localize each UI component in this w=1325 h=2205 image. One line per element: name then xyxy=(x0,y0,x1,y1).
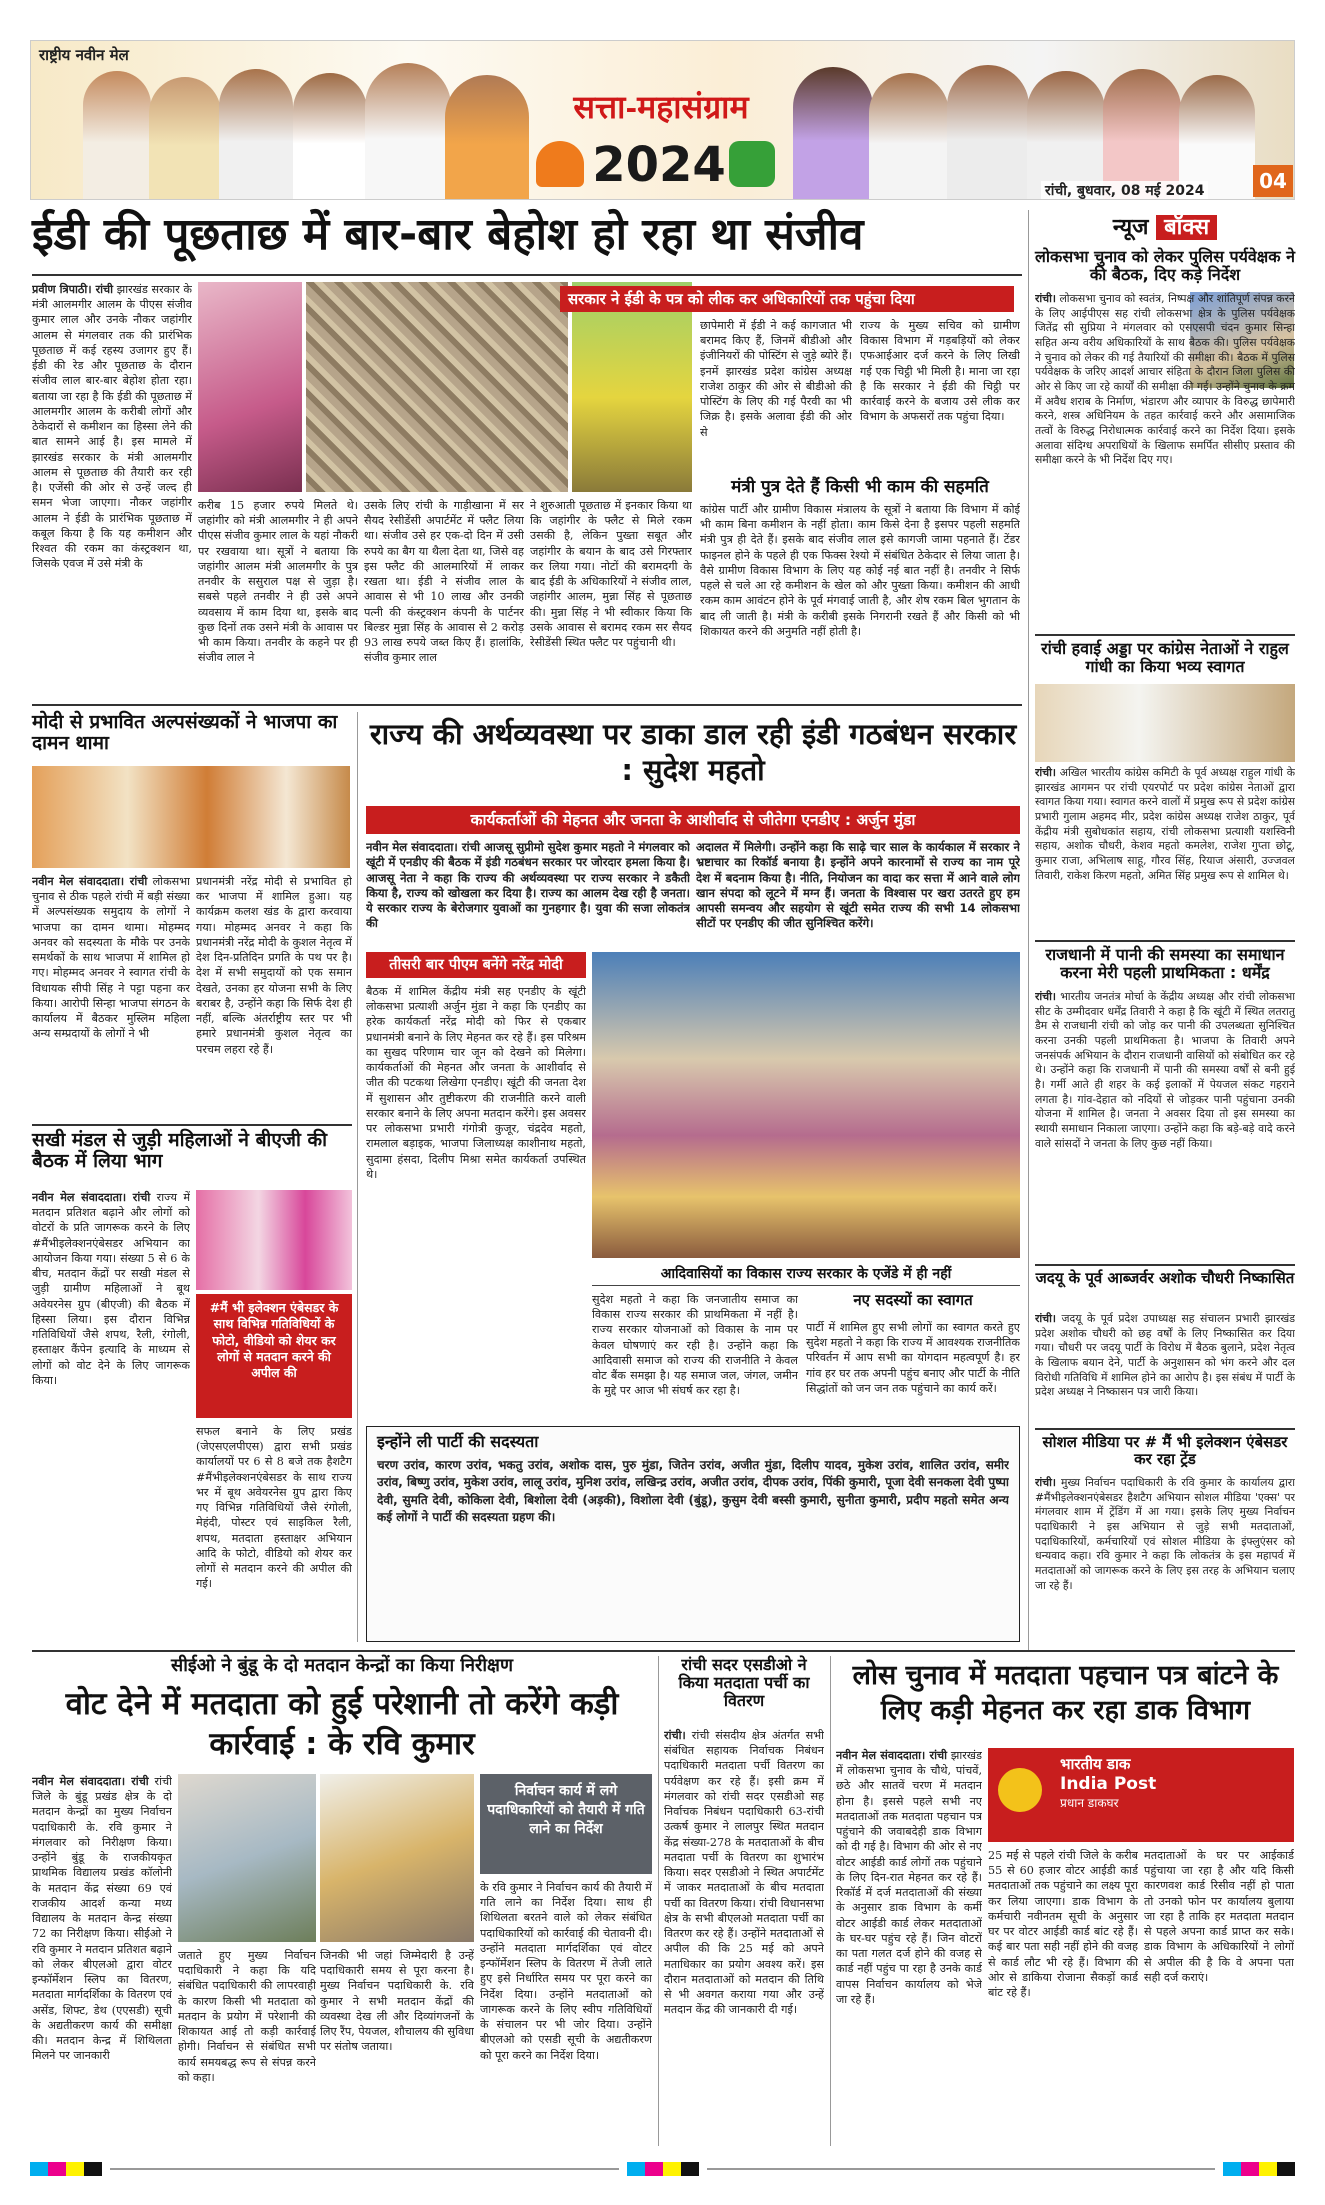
newsbox-s2-photo xyxy=(1035,684,1295,762)
lead-col-5: छापेमारी में ईडी ने कई कागजात भी बरामद किए हैं, जिनमें बीडीओ और इंजीनियरों की पोस्टिंग से जुड़े ब्योरे हैं। इनमें झारखंड प्रदेश कांग्रेस अध्यक्ष राजेश ठाकुर की ओर से बीडीओ की पोस्टिंग के लिए की गई पैरवी का भी जिक्र है। इसके अलावा ईडी की ओर से xyxy=(700,319,852,439)
side1-head: मोदी से प्रभावित अल्पसंख्यकों ने भाजपा का दामन थामा xyxy=(32,711,338,755)
banner-year: 2024 xyxy=(592,137,726,193)
reg-mark xyxy=(48,2162,66,2176)
post-sign-english: India Post xyxy=(1060,1774,1157,1794)
lead-photo-cash xyxy=(306,282,568,492)
lead-col-6: राज्य के मुख्य सचिव को ग्रामीण विकास विभाग में गड़बड़ियों को लेकर एफआईआर दर्ज करने के लिए लिखी गई एक चिट्ठी भी मिली है। माना जा रहा है कि सरकार ने ईडी की चिट्ठी पर कार्रवाई करने के बजाय उसे लीक कर विभाग के अफसरों तक पहुंचा दिया। xyxy=(860,319,1020,424)
reg-mark xyxy=(1223,2162,1241,2176)
center-photo xyxy=(592,952,1020,1258)
newsbox-s4-head: जदयू के पूर्व आब्जर्वर अशोक चौधरी निष्कासित xyxy=(1035,1269,1295,1287)
side1-col-1: नवीन मेल संवाददाता। रांची लोकसभा चुनाव से ठीक पहले रांची में बड़ी संख्या में अल्पसंख्यक समुदाय के लोगों ने भाजपा का दामन थामा। मोहम्मद अनवर को सदस्यता के मौके पर उनके समर्थकों के साथ भाजपा में शामिल हो गए। मोहम्मद अनवर ने स्वागत रांची के विधायक सीपी सिंह ने पट्टा पहना कर किया। आरोपी सिन्हा भाजपा संगठन के कार्यालय में बैठकर मुस्लिम महिला अन्य सम्प्रदायों के लोगों ने भी xyxy=(32,874,190,1041)
membership-head: इन्होंने ली पार्टी की सदस्यता xyxy=(377,1432,539,1451)
newsbox-label xyxy=(1035,212,1295,244)
newsbox-s3-head: राजधानी में पानी की समस्या का समाधान करना मेरी पहली प्राथमिकता : धर्मेंद्र xyxy=(1045,945,1285,982)
side2-caption: #मैं भी इलेक्शन एंबेसडर के साथ विभिन्न गतिविधियों के फोटो, वीडियो को शेयर कर लोगों से मतदान करने की अपील की xyxy=(196,1294,352,1418)
side2-col-1: नवीन मेल संवाददाता। रांची राज्य में मतदान प्रतिशत बढ़ाने और लोगों को वोटरों के प्रति जागरूक करने के लिए #मैंभीइलेक्शनएंबेसडर अभियान का आयोजन किया गया। संख्या 5 से 6 के बीच, मतदान केंद्रों पर सखी मंडल से जुड़ी ग्रामीण महिलाओं ने बूथ अवेयरनेस ग्रुप (बीएजी) की बैठक में हिस्सा लिया। इस दौरान विभिन्न गतिविधियों जैसे शपथ, रैली, रंगोली, हस्ताक्षर कैंपेन इत्यादि के माध्यम से लोगों को वोट देने के लिए जागरूक किया। xyxy=(32,1190,190,1387)
newsbox-s2-body: रांची। अखिल भारतीय कांग्रेस कमिटी के पूर्व अध्यक्ष राहुल गांधी के झारखंड आगमन पर रांची एयरपोर्ट पर प्रदेश कांग्रेस नेताओं द्वारा स्वागत किया गया। स्वागत करने वालों में प्रमुख रूप से प्रदेश कांग्रेस प्रभारी गुलाम अहमद मीर, प्रदेश कांग्रेस अध्यक्ष राजेश ठाकुर, पूर्व केंद्रीय मंत्री सुबोधकांत सहाय, रांची लोकसभा प्रत्याशी यशस्विनी सहाय, अशोक चौधरी, केशव महतो कमलेश, राजेश गुप्ता छोटू, कुमार राजा, अभिलाष साहू, गौरव सिंह, रियाज अंसारी, उज्जवल तिवारी, राकेश किरण महतो, अमित सिंह प्रमुख रूप से शामिल थे। xyxy=(1035,766,1295,882)
divider xyxy=(1035,634,1295,636)
newsbox-s4-body: रांची। जदयू के पूर्व प्रदेश उपाध्यक्ष सह संचालन प्रभारी झारखंड प्रदेश अशोक चौधरी को छह वर्षों के लिए निष्कासित कर दिया गया। चौधरी पर जदयू पार्टी के विरोध में बैठक बुलाने, प्रदेश नेतृत्व के खिलाफ बयान देने, पार्टी के अनुशासन को भंग करने और दल विरोधी गतिविधि में शामिल होने का आरोप है। इस संबंध में पार्टी के प्रदेश अध्यक्ष ने निष्कासन पत्र जारी किया। xyxy=(1035,1312,1295,1399)
bottom3-col-3: मतदाताओं के घर पर आईकार्ड पहुंचाया जा रहा है और यदि किसी कारणवश कार्ड रिसीव नहीं हो पाता तो उनको फोन पर कार्यालय बुलाया जा रहा है ताकि हर मतदाता मतदान से पहले अपना कार्ड प्राप्त कर सके। डाक विभाग के अधिकारियों ने लोगों से अपील की है कि वे अपना पता सही दर्ज कराएं। xyxy=(1144,1849,1294,1984)
center-strap: कार्यकर्ताओं की मेहनत और जनता के आशीर्वाद से जीतेगा एनडीए : अर्जुन मुंडा xyxy=(366,806,1020,834)
lotus-icon xyxy=(536,141,584,187)
bottom1-photo-1 xyxy=(178,1774,316,1942)
divider xyxy=(1035,1264,1295,1266)
bottom3-headline: लोस चुनाव में मतदाता पहचान पत्र बांटने के लिए कड़ी मेहनत कर रहा डाक विभाग xyxy=(852,1660,1279,1727)
newsbox-label-2: बॉक्स xyxy=(1156,215,1217,240)
center-lead-right: अदालत में मिलेगी। उन्होंने कहा कि साढ़े चार साल के कार्यकाल में सरकार ने भ्रष्टाचार का रिकॉर्ड बनाया है। इन्होंने अपने कारनामों से राज्य का नाम पूरे देश में बदनाम किया है। नीति, नियोजन का वादा कर सत्ता में आने वाले लोग खान संपदा को लूटने में मग्न हैं। जनता के विश्वास पर खरा उतरते हुए हम आपसी समन्वय और सहयोग से खूंटी समेत राज्य की सभी 14 लोकसभा सीटों पर एनडीए की जीत सुनिश्चित करेंगे। xyxy=(696,840,1020,931)
bottom1-panel-body: के रवि कुमार ने निर्वाचन कार्य की तैयारी में गति लाने का निर्देश दिया। साथ ही शिथिलता बरतने वाले को लेकर संबंधित पदाधिकारियों को कार्रवाई की चेतावनी दी। उन्होंने मतदाता मार्गदर्शिका एवं वोटर इन्फॉर्मेशन स्लिप के वितरण में तेजी लाते हुए इसे निर्धारित समय पर पूरा करने का निर्देश दिया। उन्होंने मतदाताओं को जागरूक करने के लिए स्वीप गतिविधियों के संचालन पर भी जोर दिया। उन्होंने बीएलओ को एसडी सूची के अद्यतीकरण को पूरा करने का निर्देश दिया। xyxy=(480,1881,652,2062)
bottom1-kicker: सीईओ ने बुंडू के दो मतदान केन्द्रों का किया निरीक्षण xyxy=(171,1655,513,1676)
hand-icon xyxy=(729,141,775,187)
banner-word-2: महासंग्राम xyxy=(637,88,749,126)
reg-mark xyxy=(84,2162,102,2176)
column-divider xyxy=(357,712,358,1642)
divider xyxy=(1035,940,1295,942)
reg-mark xyxy=(30,2162,48,2176)
side1-col-2: प्रधानमंत्री नरेंद्र मोदी से प्रभावित हो कर भाजपा में शामिल हुआ। यह कार्यक्रम कलश खंड के द्वारा करवाया गया। मोहम्मद अनवर ने कहा कि प्रधानमंत्री नरेंद्र मोदी के कुशल नेतृत्व में देश दिन-प्रतिदिन प्रगति के पथ पर है। देश में सभी समुदायों को एक समान देखते, उनका हर योजना सभी के लिए बराबर है, उन्होंने कहा कि सिर्फ देश ही नहीं, बल्कि अंतर्राष्ट्रीय स्तर पर भी हमारे प्रधानमंत्री कुशल नेतृत्व का परचम लहरा रहे हैं। xyxy=(196,875,352,1056)
newsbox-s3-body: रांची। भारतीय जनतंत्र मोर्चा के केंद्रीय अध्यक्ष और रांची लोकसभा सीट के उम्मीदवार धर्मेंद्र तिवारी ने कहा है कि खूंटी में स्थित लतरातु डैम से राजधानी रांची को जोड़ कर पानी की उपलब्धता सुनिश्चित करना उनकी पहली प्राथमिकता है। भाजपा के तिवारी अपने जनसंपर्क अभियान के दौरान राजधानी वासियों को संबोधित कर रहे थे। उन्होंने कहा कि राजधानी में पानी की समस्या वर्षों से बनी हुई है। गर्मी आते ही शहर के कई इलाकों में पेयजल संकट गहराने लगता है। गांव-देहात को नदियों से जोड़कर पानी पहुंचाना उनकी योजना में शामिल है। जनता ने अवसर दिया तो इस समस्या का स्थायी समाधान निकाला जाएगा। उन्होंने कहा कि बड़े-बड़े वादे करने वाले सांसदों ने जनता के लिए कुछ नहीं किया। xyxy=(1035,990,1295,1150)
india-post-sign xyxy=(988,1748,1294,1842)
banner-title: सत्ता-महासंग्राम xyxy=(573,88,749,126)
bottom1-col-1: नवीन मेल संवाददाता। रांची रांची जिले के बुंडू प्रखंड क्षेत्र के दो मतदान केन्द्रों का मुख्य निर्वाचन पदाधिकारी के. रवि कुमार ने मंगलवार को निरीक्षण किया। उन्होंने बुंडू के राजकीयकृत प्राथमिक विद्यालय प्रखंड कॉलोनी के मतदान केंद्र संख्या 69 एवं राजकीय आदर्श कन्या मध्य विद्यालय के मतदान केन्द्र संख्या 72 का निरीक्षण किया। सीईओ ने रवि कुमार ने मतदान प्रतिशत बढ़ाने को लेकर बीएलओ द्वारा वोटर इन्फॉर्मेशन स्लिप का वितरण, मतदाता मार्गदर्शिका के वितरण एवं असेंड, शिफ्ट, डेथ (एएसडी) सूची के अद्यतीकरण कार्य की समीक्षा की। मतदान केन्द्र में शिथिलता मिलने पर जानकारी xyxy=(32,1774,172,2063)
side2-col-2: सफल बनाने के लिए प्रखंड (जेएसएलपीएस) द्वारा सभी प्रखंड कार्यालयों पर 6 से 8 बजे तक हैशटैग #मैंभीइलेक्शनएंबेसडर के साथ राज्य भर में बूथ अवेयरनेस ग्रुप द्वारा किए गए विभिन्न गतिविधियों जैसे रंगोली, मेहंदी, पोस्टर एवं साइकिल रैली, शपथ, मतदाता हस्ताक्षर अभियान आदि के फोटो, वीडियो को शेयर कर लोगों से मतदान करने की अपील की गई। xyxy=(196,1425,352,1591)
membership-box xyxy=(366,1426,1020,1642)
bottom1-col-3: जिनकी भी जहां जिम्मेदारी है उन्हें पदाधिकारी समय से पूरा करना है। मुख्य निर्वाचन पदाधिकारी के. रवि कुमार ने सभी मतदान केंद्रों की व्यवस्था देख ली और दिव्यांगजनों के लिए रैंप, पेयजल, शौचालय की सुविधा पर संतोष जताया। xyxy=(320,1949,474,2054)
reg-mark xyxy=(627,2162,645,2176)
banner-word-1: सत्ता xyxy=(573,88,626,126)
divider xyxy=(32,1650,1295,1652)
lead-col-2: करीब 15 हजार रुपये मिलते थे। जहांगीर को मंत्री आलमगीर ने ही अपने पीएस संजीव कुमार लाल के यहां नौकरी पर रखवाया था। सूत्रों ने बताया कि जहांगीर आलम मंत्री आलमगीर के पुत्र तनवीर के ससुराल पक्ष से जुड़ा है। सबसे पहले तनवीर ने ही उसे अपने व्यवसाय में काम दिया था, इसके बाद कुछ दिनों तक उसने मंत्री के आवास पर भी काम किया। तनवीर के कहने पर ही संजीव लाल ने xyxy=(198,499,358,665)
reg-mark xyxy=(645,2162,663,2176)
side2-photo xyxy=(196,1190,352,1290)
newsbox-s5-head: सोशल मीडिया पर # मैं भी इलेक्शन एंबेसडर कर रहा ट्रेंड xyxy=(1042,1433,1288,1468)
registration-bar xyxy=(30,2162,1295,2176)
lead-col-56: कांग्रेस पार्टी और ग्रामीण विकास मंत्रालय के सूत्रों ने बताया कि विभाग में कोई भी काम बिना कमीशन के नहीं होता। काम किसे देना है इसपर पहली सहमति मंत्री पुत्र ही देते हैं। इसके बाद संजीव लाल इसे कागजी जामा पहनाते हैं। टेंडर फाइनल होने के पहले ही एक फिक्स रेश्यो में संबंधित ठेकेदार से लिया जाता है। वैसे ग्रामीण विकास विभाग के लिए यह कोई नई बात नहीं है। तनवीर ने सिर्फ पहले से चले आ रहे कमीशन के खेल को और पुख्ता किया। कमीशन की आधी रकम काम आवंटन होने के पूर्व मंगवाई जाती है, और शेष रकम बिल भुगतान के बाद ली जाती है। मंत्री के करीबी इसके निगरानी रखते हैं और किसी को भी शिकायत करने की अनुमति नहीं होती है। xyxy=(700,503,1020,638)
leader-portrait xyxy=(869,73,949,200)
center-headline: राज्य की अर्थव्यवस्था पर डाका डाल रही इंडी गठबंधन सरकार : सुदेश महतो xyxy=(369,717,1017,788)
bottom3-col-1: नवीन मेल संवाददाता। रांची झारखंड में लोकसभा चुनाव के चौथे, पांचवें, छठे और सातवें चरण में मतदान होना है। इससे पहले सभी नए मतदाताओं तक मतदाता पहचान पत्र पहुंचाने की जवाबदेही डाक विभाग को दी गई है। विभाग की ओर से नए वोटर आईडी कार्ड लोगों तक पहुंचाने के लिए दिन-रात मेहनत कर रहे हैं। रिकॉर्ड में दर्ज मतदाताओं की संख्या के अनुसार डाक विभाग के कर्मी वोटर आईडी कार्ड लेकर मतदाताओं के घर-घर पहुंच रहे हैं। जिन वोटरों का पता गलत दर्ज होने की वजह से कार्ड नहीं पहुंच पा रहा है उनके कार्ड वापस निर्वाचन कार्यालय को भेजे जा रहे हैं। xyxy=(836,1748,982,2006)
lead-headline: ईडी की पूछताछ में बार-बार बेहोश हो रहा था संजीव xyxy=(32,209,864,260)
bottom1-headline: वोट देने में मतदाता को हुई परेशानी तो करेंगे कड़ी कार्रवाई : के रवि कुमार xyxy=(65,1686,619,1763)
column-divider xyxy=(658,1656,659,2146)
post-logo-icon xyxy=(998,1768,1042,1812)
leader-portrait xyxy=(83,71,151,200)
paper-name: राष्ट्रीय नवीन मेल xyxy=(39,46,129,64)
center-caption: आदिवासियों का विकास राज्य सरकार के एजेंडे में ही नहीं xyxy=(592,1262,1020,1286)
center-lead-left: नवीन मेल संवाददाता। रांची आजसू सुप्रीमो सुदेश कुमार महतो ने मंगलवार को खूंटी में एनडीए की बैठक में इंडी गठबंधन सरकार पर जोरदार हमला किया है। आजसू नेता ने कहा कि राज्य की अर्थव्यवस्था पर राज्य सरकार ने डकैती किया है, राज्य को खोखला कर दिया है। राज्य का आलम देख रही है जनता। ये सरकार राज्य के बेरोजगार युवाओं का गुनहगार है। युवा की सजा लोकतंत्र की xyxy=(366,840,690,931)
bottom3-col-2: 25 मई से पहले रांची जिले के करीब 55 से 60 हजार वोटर आईडी कार्ड मतदाताओं तक पहुंचाने का लक्ष्य पूरा कर लिया जाएगा। डाक विभाग के कर्मचारी नवीनतम सूची के अनुसार घर पर वोटर आईडी कार्ड बांट रहे हैं। कई बार पता सही नहीं होने की वजह से कार्ड लौट भी रहे हैं। विभाग की ओर से डाकिया रोजाना सैकड़ों कार्ड बांट रहे हैं। xyxy=(988,1849,1138,2000)
reg-mark xyxy=(1277,2162,1295,2176)
post-sign-office: प्रधान डाकघर xyxy=(1060,1796,1119,1810)
post-sign-hindi: भारतीय डाक xyxy=(1060,1755,1131,1773)
lead-col-3: उसके लिए रांची के गाड़ीखाना में सर सैयद रेसीडेंसी अपार्टमेंट में फ्लैट लिया था। संजीव उसे हर एक-दो दिन में उसी रुपये का बैग या थैला देता था, जिसे वह इस फ्लैट की आलमारियों में लाकर रखता था। ईडी ने संजीव लाल के आवास से भी 10 लाख और उनकी पत्नी की कंस्ट्रक्शन कंपनी के पार्टनर बिल्डर मुन्ना सिंह के आवास से 2 करोड़ 93 लाख रुपये जब्त किए हैं। हालांकि, संजीव कुमार लाल xyxy=(364,499,524,665)
newsbox-s1-body: रांची। लोकसभा चुनाव को स्वतंत्र, निष्पक्ष और शांतिपूर्ण संपन्न करने के लिए आईपीएस सह रांची लोकसभा क्षेत्र के पुलिस पर्यवेक्षक जितेंद्र सी सुप्रिया ने मंगलवार को एसएसपी चंदन कुमार सिन्हा सहित अन्य वरीय अधिकारियों के साथ बैठक की। पुलिस पर्यवेक्षक ने चुनाव को लेकर की गई तैयारियों की समीक्षा की। बैठक में पुलिस पर्यवेक्षक के जरिए आदर्श आचार संहिता के दौरान जिला पुलिस की ओर से किए जा रहे कार्यों की समीक्षा की गई। उन्होंने चुनाव के क्रम में अवैध शराब के निर्माण, भंडारण और व्यापार के विरुद्ध छापेमारी करने, शस्त्र अधिनियम के तहत कार्रवाई करने और असामाजिक तत्वों के विरुद्ध निरोधात्मक कार्रवाई करने का निर्देश दिया। इसके अलावा संदिग्ध अपराधियों के खिलाफ समर्पित सीसीए प्रस्ताव की समीक्षा करने के भी निर्देश दिए गए। xyxy=(1035,292,1295,467)
center-subhead: तीसरी बार पीएम बनेंगे नरेंद्र मोदी xyxy=(366,952,586,978)
newsbox-s1-head: लोकसभा चुनाव को लेकर पुलिस पर्यवेक्षक ने की बैठक, दिए कड़े निर्देश xyxy=(1035,247,1295,284)
bottom2-body: रांची। रांची संसदीय क्षेत्र अंतर्गत सभी संबंधित सहायक निर्वाचक निबंधन पदाधिकारी मतदाता पर्ची वितरण का पर्यवेक्षण कर रहे हैं। इसी क्रम में मंगलवार को रांची सदर एसडीओ सह निर्वाचक निबंधन पदाधिकारी 63-रांची उत्कर्ष कुमार ने लालपुर स्थित मतदान केंद्र संख्या-278 के मतदाताओं के बीच मतदाता पर्ची के वितरण का शुभारंभ किया। सदर एसडीओ ने स्थित अपार्टमेंट में जाकर मतदाताओं के बीच मतदाता पर्ची का वितरण किया। रांची विधानसभा क्षेत्र के सभी बीएलओ मतदाता पर्ची का वितरण कर रहे हैं। उन्होंने मतदाताओं से अपील की कि 25 मई को अपने मताधिकार का प्रयोग अवश्य करें। इस दौरान मतदाताओं को मतदान की तिथि से भी अवगत कराया गया और उन्हें मतदान केंद्र की जानकारी दी गई। xyxy=(664,1728,824,2017)
divider xyxy=(32,704,1022,706)
reg-line xyxy=(110,2168,619,2170)
leader-portrait xyxy=(149,77,221,200)
lead-photo-man xyxy=(572,282,692,492)
bottom1-col-2: जताते हुए मुख्य निर्वाचन पदाधिकारी ने कहा कि यदि संबंधित पदाधिकारी की लापरवाही के कारण किसी भी मतदाता को मतदान के प्रयोग में परेशानी की शिकायत आई तो कड़ी कार्रवाई होगी। निर्वाचन से संबंधित सभी कार्य समयबद्ध रूप से संपन्न करने को कहा। xyxy=(178,1949,316,2084)
page-number: 04 xyxy=(1253,165,1293,197)
leader-portrait xyxy=(293,73,367,200)
newsbox-s5-body: रांची। मुख्य निर्वाचन पदाधिकारी के रवि कुमार के कार्यालय द्वारा #मैंभीइलेक्शनएंबेसडर हैशटैग अभियान सोशल मीडिया 'एक्स' पर मंगलवार शाम में ट्रेंडिंग में आ गया। इसके लिए मुख्य निर्वाचन पदाधिकारी ने इस अभियान से जुड़े सभी मतदाताओं, पदाधिकारियों, कर्मचारियों एवं सोशल मीडिया के इंफ्लुएंसर को धन्यवाद कहा। रवि कुमार ने कहा कि लोकतंत्र के इस महापर्व में मतदाताओं को जागरूक करने के लिए इस तरह के अभियान चलाए जा रहे हैं। xyxy=(1035,1476,1295,1592)
reg-mark xyxy=(66,2162,84,2176)
bottom1-photo-2 xyxy=(320,1774,474,1942)
lead-strap: सरकार ने ईडी के पत्र को लीक कर अधिकारियों तक पहुंचा दिया xyxy=(560,286,1014,312)
lead-byline: प्रवीण त्रिपाठी। रांची xyxy=(32,282,114,296)
membership-body: चरण उरांव, कारण उरांव, भकतु उरांव, अशोक दास, पुरु मुंडा, जितेन उरांव, अजीत मुंडा, दिलीप यादव, मुकेश उरांव, शालित उरांव, समीर उरांव, बिष्णु उरांव, मुकेश उरांव, लालू उरांव, मुनिश उरांव, लखिन्द्र उरांव, अजीत उरांव, दीपक उरांव, पिंकी कुमारी, पूजा देवी सनकला देवी पुष्पा देवी, सुमति देवी, कोकिला देवी, बिशोला देवी (अड़की), विशोला देवी (बुंडू), कुसुम देवी बस्सी कुमारी, सुनीता कुमारी, प्रदीप महतो समेत अन्य कई लोगों ने पार्टी की सदस्यता ग्रहण की। xyxy=(377,1457,1009,1525)
reg-mark xyxy=(1259,2162,1277,2176)
masthead xyxy=(30,40,1295,200)
leader-portrait xyxy=(445,75,529,200)
reg-line xyxy=(707,2168,1216,2170)
center-col-b: सुदेश महतो ने कहा कि जनजातीय समाज का विकास राज्य सरकार की प्राथमिकता में नहीं है। राज्य सरकार योजनाओं को विकास के नाम पर केवल घोषणाएं कर रही है। उन्होंने कहा कि आदिवासी समाज को राज्य की राजनीति ने केवल वोट बैंक समझा है। यह समाज जल, जंगल, जमीन के मुद्दे पर आज भी संघर्ष कर रहा है। xyxy=(592,1293,798,1398)
leader-portrait xyxy=(793,67,873,200)
divider xyxy=(32,1124,352,1126)
bottom2-head: रांची सदर एसडीओ ने किया मतदाता पर्ची का वितरण xyxy=(678,1655,810,1710)
leader-portrait xyxy=(365,63,451,200)
reg-mark xyxy=(663,2162,681,2176)
side2-head: सखी मंडल से जुड़ी महिलाओं ने बीएजी की बैठक में लिया भाग xyxy=(32,1129,327,1173)
divider xyxy=(1035,1428,1295,1430)
center-subhead-2: नए सदस्यों का स्वागत xyxy=(853,1291,973,1309)
lead-col-1: प्रवीण त्रिपाठी। रांची झारखंड सरकार के मंत्री आलमगीर आलम के पीएस संजीव कुमार लाल और उनके नौकर जहांगीर आलम से मंगलवार तक की प्रारंभिक पूछताछ में कई रहस्य उजागर हुए हैं। ईडी की रेड और पूछताछ के दौरान संजीव लाल बार-बार बेहोश होता रहा। बताया जा रहा है कि ईडी की पूछताछ में आलमगीर आलम के करीबी लोगों और ठेकेदारों से कमीशन का हिस्सा लेने की बात सामने आई है। इस मामले में झारखंड सरकार के मंत्री आलमगीर आलम से पूछताछ की तैयारी कर रही है। एजेंसी की ओर से उन्हें जल्द ही समन भेजा जाएगा। नौकर जहांगीर आलम ने ईडी के प्रारंभिक पूछताछ में कबूल किया है कि यह कमीशन और रिश्वत की रकम का कंस्ट्रक्शन था, जिसके एवज में उसे मंत्री के xyxy=(32,282,192,571)
lead-photo-portrait xyxy=(198,282,302,492)
center-col-c: पार्टी में शामिल हुए सभी लोगों का स्वागत करते हुए सुदेश महतो ने कहा कि राज्य में आवश्यक राजनीतिक परिवर्तन में आप सभी का योगदान महत्वपूर्ण है। हर गांव हर घर तक अपनी पहुंच बनाए और पार्टी के नीति सिद्धांतों को जन जन तक पहुंचाने का कार्य करें। xyxy=(806,1321,1020,1395)
lead-col-4: ने शुरुआती पूछताछ में इनकार किया था कि जहांगीर के फ्लैट से मिले रकम उसकी है, लेकिन पुख्ता सबूत और जहांगीर के बयान के बाद उसे गिरफ्तार कर लिया गया। नोटों की बरामदगी के बाद ईडी के अधिकारियों ने संजीव लाल, जहांगीर आलम, मुन्ना सिंह से पूछताछ की। मुन्ना सिंह ने भी स्वीकार किया कि उसके आवास से बरामद रकम सर सैयद रेसीडेंसी स्थित फ्लैट पर पहुंचानी थी। xyxy=(530,499,692,650)
lead-subhead: मंत्री पुत्र देते हैं किसी भी काम की सहमति xyxy=(731,477,989,497)
divider xyxy=(32,274,1022,276)
side1-photo xyxy=(32,766,350,868)
column-divider xyxy=(830,1656,831,2146)
newsbox-label-1: न्यूज xyxy=(1112,215,1149,240)
reg-mark xyxy=(681,2162,699,2176)
newsbox-s2-head: रांची हवाई अड्डा पर कांग्रेस नेताओं ने राहुल गांधी का किया भव्य स्वागत xyxy=(1041,639,1289,676)
leader-portrait xyxy=(947,65,1029,200)
reg-mark xyxy=(1241,2162,1259,2176)
center-col: बैठक में शामिल केंद्रीय मंत्री सह एनडीए के खूंटी लोकसभा प्रत्याशी अर्जुन मुंडा ने कहा कि एनडीए का हरेक कार्यकर्ता नरेंद्र मोदी को फिर से एकबार प्रधानमंत्री बनाने के लिए मेहनत कर रहे हैं। इस परिश्रम का सुखद परिणाम चार जून को देखने को मिलेगा। कार्यकर्ताओं की मेहनत और जनता के आशीर्वाद से जीत की पटकथा लिखेगा एनडीए। खूंटी की जनता देश में सुशासन और तुष्टीकरण की राजनीति करने वाली सरकार बनाने के लिए अपना मतदान करेंगे। इस अवसर पर लोकसभा प्रभारी गंगोत्री कुजूर, चंद्रदेव महतो, रामलाल बड़ाइक, भाजपा जिलाध्यक्ष काशीनाथ महतो, सुदामा हंसदा, दिलीप मिश्रा समेत कार्यकर्ता उपस्थित थे। xyxy=(366,985,586,1181)
dateline: रांची, बुधवार, 08 मई 2024 xyxy=(1041,181,1208,200)
bottom1-panel-head: निर्वाचन कार्य में लगे पदाधिकारियों को तैयारी में गति लाने का निर्देश xyxy=(480,1774,652,1874)
leader-portrait xyxy=(219,69,293,200)
column-divider xyxy=(1028,210,1029,1650)
